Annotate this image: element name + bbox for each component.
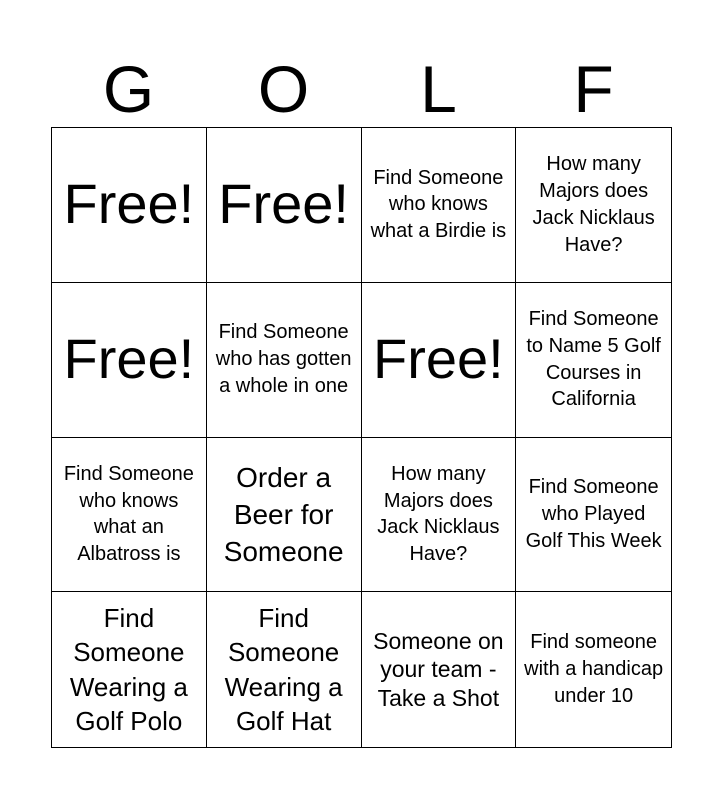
bingo-cell[interactable] <box>52 438 207 593</box>
cell-text: How many Majors does Jack Nicklaus Have? <box>532 153 655 256</box>
bingo-cell[interactable] <box>362 592 517 747</box>
bingo-cell[interactable] <box>362 283 517 438</box>
bingo-cell[interactable] <box>207 592 362 747</box>
bingo-cell[interactable] <box>52 128 207 283</box>
bingo-cell[interactable] <box>207 438 362 593</box>
cell-text: Find Someone to Name 5 Golf Courses in California <box>526 308 661 411</box>
bingo-board <box>51 127 672 748</box>
cell-text: Someone on your team - Take a Shot <box>373 627 504 711</box>
cell-text: Free! <box>63 327 195 391</box>
bingo-cell[interactable] <box>516 128 671 283</box>
cell-text: Find someone with a handicap under 10 <box>524 631 664 708</box>
cell-text: How many Majors does Jack Nicklaus Have? <box>377 462 500 566</box>
bingo-cell[interactable] <box>516 592 671 747</box>
bingo-cell[interactable] <box>516 438 671 593</box>
cell-text: Find Someone who knows what a Birdie is <box>370 166 507 243</box>
cell-text: Order a Beer for Someone <box>223 461 344 567</box>
cell-text: Find Someone who has gotten a whole in one <box>215 321 352 398</box>
header-letter-g: G <box>102 52 155 126</box>
header-letter-f: F <box>573 52 614 126</box>
bingo-cell[interactable] <box>52 283 207 438</box>
cell-text: Find Someone Wearing a Golf Polo <box>69 603 188 736</box>
bingo-cell[interactable] <box>207 128 362 283</box>
bingo-cell[interactable] <box>516 283 671 438</box>
cell-text: Free! <box>373 327 504 391</box>
header-letter-o: O <box>257 52 310 126</box>
bingo-cell[interactable] <box>362 438 517 593</box>
cell-text: Find Someone who knows what an Albatross is <box>63 462 194 566</box>
cell-text: Find Someone who Played Golf This Week <box>525 476 662 552</box>
bingo-header <box>51 50 671 128</box>
bingo-cell[interactable] <box>362 128 517 283</box>
bingo-cell[interactable] <box>52 592 207 747</box>
bingo-cell[interactable] <box>207 283 362 438</box>
header-letter-l: L <box>420 52 457 126</box>
cell-text: Free! <box>63 172 195 236</box>
cell-text: Find Someone Wearing a Golf Hat <box>224 603 343 736</box>
cell-text: Free! <box>218 172 349 236</box>
